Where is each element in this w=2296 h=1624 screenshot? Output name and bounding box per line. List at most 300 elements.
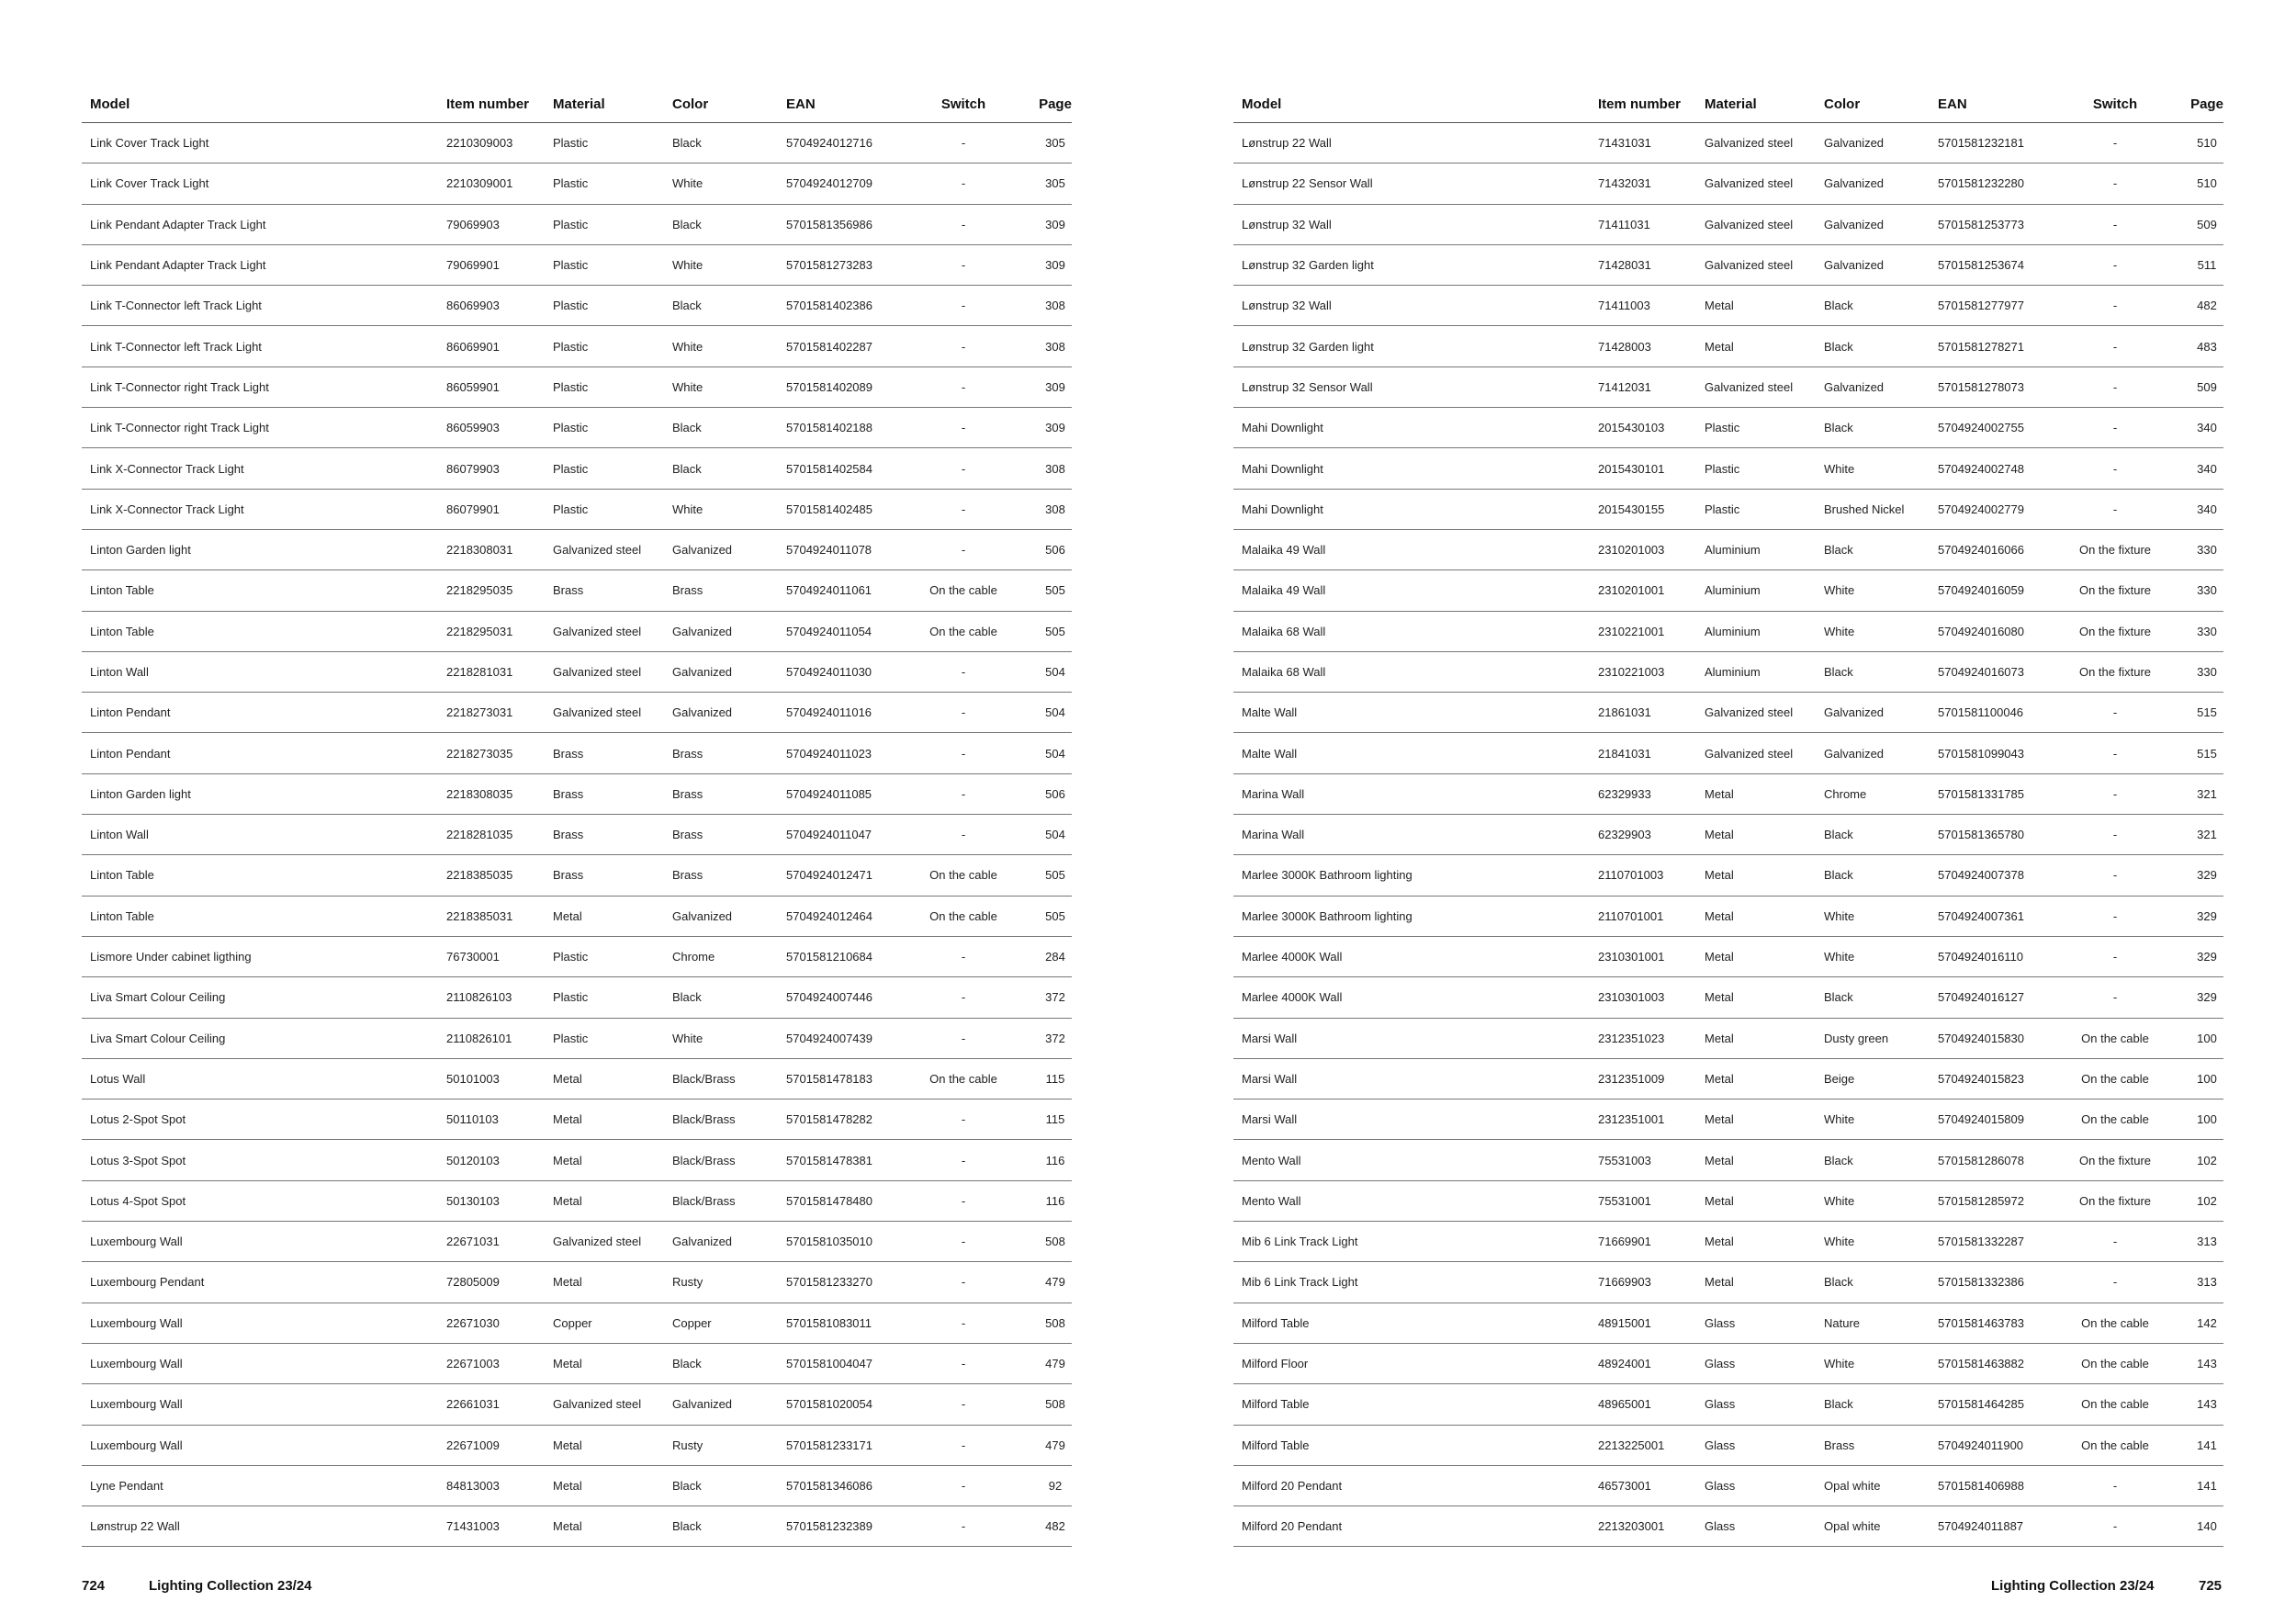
cell-switch: - bbox=[961, 1397, 966, 1412]
cell-ean: 5701581402188 bbox=[786, 421, 872, 435]
cell-switch: - bbox=[2112, 258, 2118, 273]
cell-material: Aluminium bbox=[1705, 624, 1761, 638]
cell-material: Brass bbox=[553, 746, 584, 761]
cell-material: Plastic bbox=[553, 421, 589, 435]
cell-item-number: 48924001 bbox=[1598, 1357, 1651, 1371]
cell-switch: On the cable bbox=[929, 908, 997, 923]
cell-ean: 5704924011078 bbox=[786, 543, 872, 558]
cell-material: Galvanized steel bbox=[1705, 705, 1794, 720]
cell-material: Copper bbox=[553, 1315, 592, 1330]
cell-ean: 5704924016073 bbox=[1938, 665, 2024, 679]
cell-item-number: 2110826103 bbox=[446, 990, 512, 1005]
table-row bbox=[1233, 570, 2223, 611]
cell-page: 330 bbox=[2197, 665, 2217, 679]
cell-model: Luxembourg Wall bbox=[90, 1357, 183, 1371]
table-row bbox=[1233, 1384, 2223, 1425]
cell-material: Galvanized steel bbox=[553, 624, 642, 638]
table-row bbox=[1233, 693, 2223, 733]
table-row bbox=[82, 774, 1072, 815]
cell-model: Mahi Downlight bbox=[1242, 461, 1323, 476]
cell-ean: 5704924016059 bbox=[1938, 583, 2024, 598]
table-row bbox=[82, 652, 1072, 693]
table-row bbox=[82, 855, 1072, 896]
cell-color: Rusty bbox=[672, 1438, 703, 1452]
cell-switch: - bbox=[961, 1315, 966, 1330]
cell-ean: 5704924016110 bbox=[1938, 950, 2024, 964]
table-row bbox=[82, 1506, 1072, 1547]
cell-item-number: 2312351001 bbox=[1598, 1112, 1665, 1127]
cell-color: Black bbox=[1824, 299, 1853, 313]
cell-model: Milford Table bbox=[1242, 1315, 1310, 1330]
cell-color: Black bbox=[1824, 990, 1853, 1005]
cell-material: Metal bbox=[553, 1071, 582, 1086]
cell-item-number: 86079901 bbox=[446, 502, 500, 516]
cell-page: 329 bbox=[2197, 950, 2217, 964]
cell-ean: 5704924011023 bbox=[786, 746, 872, 761]
cell-page: 143 bbox=[2197, 1357, 2217, 1371]
cell-item-number: 48965001 bbox=[1598, 1397, 1651, 1412]
cell-color: Dusty green bbox=[1824, 1031, 1889, 1045]
cell-ean: 5701581402287 bbox=[786, 339, 872, 354]
cell-switch: - bbox=[961, 1519, 966, 1534]
cell-model: Linton Wall bbox=[90, 828, 149, 842]
table-row bbox=[82, 1140, 1072, 1180]
cell-material: Metal bbox=[1705, 1112, 1734, 1127]
cell-switch: - bbox=[2112, 828, 2118, 842]
cell-model: Marsi Wall bbox=[1242, 1031, 1298, 1045]
cell-page: 506 bbox=[1045, 786, 1065, 801]
table-row bbox=[1233, 1344, 2223, 1384]
cell-ean: 5704924012716 bbox=[786, 136, 872, 151]
cell-ean: 5701581402386 bbox=[786, 299, 872, 313]
cell-page: 330 bbox=[2197, 543, 2217, 558]
cell-page: 508 bbox=[1045, 1397, 1065, 1412]
table-row bbox=[1233, 1466, 2223, 1506]
cell-color: Brushed Nickel bbox=[1824, 502, 1905, 516]
cell-color: Galvanized bbox=[1824, 705, 1885, 720]
table-row bbox=[82, 1303, 1072, 1344]
right-page bbox=[1148, 0, 2296, 1624]
cell-color: Galvanized bbox=[1824, 217, 1885, 231]
cell-model: Linton Table bbox=[90, 908, 154, 923]
header-model: Model bbox=[90, 96, 130, 112]
cell-page: 309 bbox=[1045, 421, 1065, 435]
table-row bbox=[82, 367, 1072, 408]
cell-material: Metal bbox=[1705, 1153, 1734, 1167]
cell-item-number: 50130103 bbox=[446, 1193, 500, 1208]
cell-item-number: 62329903 bbox=[1598, 828, 1651, 842]
cell-page: 505 bbox=[1045, 624, 1065, 638]
cell-color: Black bbox=[1824, 421, 1853, 435]
cell-model: Mento Wall bbox=[1242, 1193, 1301, 1208]
table-row bbox=[1233, 897, 2223, 937]
cell-item-number: 71411031 bbox=[1598, 217, 1650, 231]
cell-model: Marlee 4000K Wall bbox=[1242, 950, 1343, 964]
cell-switch: On the cable bbox=[2081, 1397, 2149, 1412]
table-row bbox=[82, 205, 1072, 245]
cell-material: Metal bbox=[1705, 299, 1734, 313]
cell-page: 115 bbox=[1045, 1112, 1065, 1127]
cell-switch: - bbox=[961, 379, 966, 394]
cell-material: Brass bbox=[553, 786, 584, 801]
cell-switch: - bbox=[961, 136, 966, 151]
table-row bbox=[1233, 490, 2223, 530]
cell-model: Link Cover Track Light bbox=[90, 176, 209, 191]
table-row bbox=[1233, 164, 2223, 204]
cell-material: Galvanized steel bbox=[1705, 217, 1794, 231]
cell-model: Mento Wall bbox=[1242, 1153, 1301, 1167]
cell-ean: 5701581463783 bbox=[1938, 1315, 2024, 1330]
cell-ean: 5701581478282 bbox=[786, 1112, 872, 1127]
table-row bbox=[1233, 448, 2223, 489]
table-row bbox=[82, 1426, 1072, 1466]
cell-ean: 5701581232181 bbox=[1938, 136, 2024, 151]
cell-color: Black bbox=[1824, 1275, 1853, 1290]
cell-ean: 5701581210684 bbox=[786, 950, 872, 964]
cell-item-number: 22661031 bbox=[446, 1397, 500, 1412]
cell-item-number: 2110826101 bbox=[446, 1031, 512, 1045]
cell-page: 509 bbox=[2197, 217, 2217, 231]
cell-switch: On the cable bbox=[929, 624, 997, 638]
cell-color: Galvanized bbox=[672, 543, 733, 558]
cell-material: Plastic bbox=[553, 502, 589, 516]
table-row bbox=[1233, 937, 2223, 977]
table-row bbox=[1233, 855, 2223, 896]
cell-item-number: 2015430103 bbox=[1598, 421, 1665, 435]
cell-item-number: 2015430101 bbox=[1598, 461, 1665, 476]
cell-color: Black bbox=[672, 1357, 702, 1371]
cell-ean: 5701581464285 bbox=[1938, 1397, 2024, 1412]
cell-color: Black bbox=[672, 461, 702, 476]
cell-color: Nature bbox=[1824, 1315, 1861, 1330]
cell-item-number: 75531001 bbox=[1598, 1193, 1651, 1208]
cell-page: 505 bbox=[1045, 908, 1065, 923]
cell-ean: 5701581278271 bbox=[1938, 339, 2024, 354]
cell-item-number: 22671030 bbox=[446, 1315, 500, 1330]
cell-item-number: 2310221003 bbox=[1598, 665, 1665, 679]
cell-color: White bbox=[1824, 583, 1855, 598]
header-switch: Switch bbox=[2092, 96, 2138, 112]
cell-switch: On the fixture bbox=[2078, 1193, 2152, 1208]
cell-switch: On the cable bbox=[2081, 1112, 2149, 1127]
cell-material: Brass bbox=[553, 868, 584, 883]
table-row bbox=[82, 448, 1072, 489]
cell-model: Marina Wall bbox=[1242, 828, 1305, 842]
cell-page: 372 bbox=[1045, 1031, 1065, 1045]
cell-item-number: 86069903 bbox=[446, 299, 500, 313]
cell-model: Marlee 3000K Bathroom lighting bbox=[1242, 868, 1412, 883]
cell-item-number: 86059901 bbox=[446, 379, 500, 394]
cell-page: 510 bbox=[2197, 136, 2217, 151]
cell-switch: - bbox=[961, 828, 966, 842]
cell-color: White bbox=[672, 258, 703, 273]
table-row bbox=[82, 570, 1072, 611]
cell-color: White bbox=[672, 1031, 703, 1045]
cell-color: Black bbox=[672, 1519, 702, 1534]
cell-switch: - bbox=[961, 217, 966, 231]
table-row bbox=[1233, 1181, 2223, 1222]
cell-color: Galvanized bbox=[672, 1235, 733, 1249]
cell-model: Linton Table bbox=[90, 868, 154, 883]
cell-ean: 5701581402584 bbox=[786, 461, 872, 476]
cell-item-number: 75531003 bbox=[1598, 1153, 1651, 1167]
cell-material: Metal bbox=[1705, 1071, 1734, 1086]
cell-page: 483 bbox=[2197, 339, 2217, 354]
table-row bbox=[1233, 123, 2223, 164]
cell-material: Metal bbox=[1705, 1193, 1734, 1208]
cell-material: Galvanized steel bbox=[553, 1397, 642, 1412]
table-row bbox=[1233, 530, 2223, 570]
cell-model: Malte Wall bbox=[1242, 746, 1298, 761]
table-row bbox=[1233, 367, 2223, 408]
cell-ean: 5701581478183 bbox=[786, 1071, 872, 1086]
table-row bbox=[82, 693, 1072, 733]
cell-page: 305 bbox=[1045, 176, 1065, 191]
cell-page: 100 bbox=[2197, 1031, 2217, 1045]
cell-color: Galvanized bbox=[672, 1397, 733, 1412]
cell-switch: On the fixture bbox=[2078, 543, 2152, 558]
cell-page: 515 bbox=[2197, 746, 2217, 761]
cell-ean: 5704924002748 bbox=[1938, 461, 2024, 476]
cell-item-number: 2310301001 bbox=[1598, 950, 1665, 964]
cell-ean: 5701581278073 bbox=[1938, 379, 2024, 394]
cell-page: 116 bbox=[1045, 1153, 1065, 1167]
cell-color: Brass bbox=[672, 868, 703, 883]
cell-ean: 5704924011016 bbox=[786, 705, 872, 720]
cell-item-number: 50120103 bbox=[446, 1153, 500, 1167]
cell-color: Black bbox=[672, 421, 702, 435]
cell-switch: - bbox=[2112, 705, 2118, 720]
cell-ean: 5701581100046 bbox=[1938, 705, 2024, 720]
cell-color: Brass bbox=[672, 583, 703, 598]
cell-material: Glass bbox=[1705, 1357, 1736, 1371]
cell-ean: 5704924016066 bbox=[1938, 543, 2024, 558]
cell-ean: 5701581253674 bbox=[1938, 258, 2024, 273]
cell-model: Link Pendant Adapter Track Light bbox=[90, 217, 266, 231]
cell-item-number: 71669903 bbox=[1598, 1275, 1651, 1290]
cell-ean: 5701581478381 bbox=[786, 1153, 872, 1167]
cell-model: Lotus 2-Spot Spot bbox=[90, 1112, 186, 1127]
cell-ean: 5701581463882 bbox=[1938, 1357, 2024, 1371]
cell-item-number: 86079903 bbox=[446, 461, 500, 476]
cell-ean: 5704924002755 bbox=[1938, 421, 2024, 435]
cell-item-number: 2110701003 bbox=[1598, 868, 1664, 883]
header-ean: EAN bbox=[786, 96, 816, 112]
cell-model: Linton Garden light bbox=[90, 786, 191, 801]
cell-page: 504 bbox=[1045, 665, 1065, 679]
cell-material: Metal bbox=[553, 1519, 582, 1534]
cell-switch: - bbox=[2112, 136, 2118, 151]
cell-ean: 5704924007446 bbox=[786, 990, 872, 1005]
cell-material: Galvanized steel bbox=[1705, 136, 1794, 151]
cell-material: Plastic bbox=[553, 299, 589, 313]
cell-ean: 5704924015809 bbox=[1938, 1112, 2024, 1127]
table-row bbox=[82, 937, 1072, 977]
cell-ean: 5704924011085 bbox=[786, 786, 872, 801]
cell-ean: 5704924015830 bbox=[1938, 1031, 2024, 1045]
cell-item-number: 2310201003 bbox=[1598, 543, 1665, 558]
cell-color: Galvanized bbox=[672, 908, 733, 923]
cell-material: Plastic bbox=[1705, 461, 1740, 476]
cell-page: 309 bbox=[1045, 379, 1065, 394]
cell-ean: 5701581356986 bbox=[786, 217, 872, 231]
cell-switch: - bbox=[2112, 1478, 2118, 1493]
table-row bbox=[82, 123, 1072, 164]
cell-color: Black bbox=[672, 136, 702, 151]
cell-model: Milford 20 Pendant bbox=[1242, 1478, 1343, 1493]
cell-ean: 5701581402485 bbox=[786, 502, 872, 516]
cell-color: Opal white bbox=[1824, 1478, 1881, 1493]
cell-color: Galvanized bbox=[1824, 746, 1885, 761]
cell-material: Plastic bbox=[553, 217, 589, 231]
cell-switch: On the cable bbox=[2081, 1438, 2149, 1452]
cell-ean: 5704924012464 bbox=[786, 908, 872, 923]
page-number: 724 bbox=[82, 1578, 106, 1594]
table-row bbox=[82, 1344, 1072, 1384]
cell-item-number: 71432031 bbox=[1598, 176, 1651, 191]
cell-switch: - bbox=[2112, 299, 2118, 313]
cell-page: 102 bbox=[2197, 1153, 2217, 1167]
header-model: Model bbox=[1242, 96, 1282, 112]
cell-switch: - bbox=[961, 1235, 966, 1249]
cell-model: Lotus 4-Spot Spot bbox=[90, 1193, 186, 1208]
cell-item-number: 79069901 bbox=[446, 258, 500, 273]
cell-ean: 5701581406988 bbox=[1938, 1478, 2024, 1493]
cell-color: Chrome bbox=[672, 950, 715, 964]
header-color: Color bbox=[1824, 96, 1861, 112]
cell-color: White bbox=[672, 176, 703, 191]
cell-model: Luxembourg Pendant bbox=[90, 1275, 205, 1290]
product-table-right bbox=[1233, 86, 2223, 1547]
cell-color: White bbox=[1824, 908, 1855, 923]
cell-ean: 5701581331785 bbox=[1938, 786, 2024, 801]
table-row bbox=[82, 1019, 1072, 1059]
cell-color: Galvanized bbox=[1824, 136, 1885, 151]
cell-switch: On the cable bbox=[2081, 1071, 2149, 1086]
cell-color: Galvanized bbox=[1824, 258, 1885, 273]
cell-material: Brass bbox=[553, 828, 584, 842]
cell-page: 313 bbox=[2197, 1235, 2217, 1249]
cell-item-number: 2218308031 bbox=[446, 543, 513, 558]
cell-item-number: 2110701001 bbox=[1598, 908, 1664, 923]
cell-model: Marina Wall bbox=[1242, 786, 1305, 801]
cell-page: 340 bbox=[2197, 421, 2217, 435]
cell-ean: 5701581346086 bbox=[786, 1478, 872, 1493]
cell-switch: On the cable bbox=[929, 583, 997, 598]
cell-color: White bbox=[1824, 461, 1855, 476]
cell-material: Metal bbox=[553, 1112, 582, 1127]
cell-model: Milford Table bbox=[1242, 1438, 1310, 1452]
cell-model: Marlee 3000K Bathroom lighting bbox=[1242, 908, 1412, 923]
cell-material: Metal bbox=[1705, 339, 1734, 354]
cell-switch: On the fixture bbox=[2078, 583, 2152, 598]
table-row bbox=[1233, 326, 2223, 367]
cell-switch: - bbox=[961, 339, 966, 354]
cell-color: Brass bbox=[1824, 1438, 1855, 1452]
cell-material: Plastic bbox=[553, 379, 589, 394]
cell-model: Lønstrup 32 Wall bbox=[1242, 299, 1332, 313]
cell-ean: 5701581083011 bbox=[786, 1315, 872, 1330]
cell-page: 329 bbox=[2197, 868, 2217, 883]
cell-color: Black bbox=[672, 299, 702, 313]
cell-ean: 5701581020054 bbox=[786, 1397, 872, 1412]
cell-switch: On the fixture bbox=[2078, 665, 2152, 679]
header-material: Material bbox=[1705, 96, 1757, 112]
cell-ean: 5701581232280 bbox=[1938, 176, 2024, 191]
table-row bbox=[82, 245, 1072, 286]
table-header bbox=[1233, 86, 2223, 123]
cell-model: Linton Pendant bbox=[90, 705, 171, 720]
cell-model: Link X-Connector Track Light bbox=[90, 502, 244, 516]
cell-model: Lønstrup 32 Garden light bbox=[1242, 339, 1374, 354]
cell-model: Liva Smart Colour Ceiling bbox=[90, 1031, 226, 1045]
cell-model: Lønstrup 22 Sensor Wall bbox=[1242, 176, 1373, 191]
cell-color: White bbox=[1824, 1357, 1855, 1371]
cell-switch: - bbox=[2112, 990, 2118, 1005]
cell-color: Rusty bbox=[672, 1275, 703, 1290]
cell-page: 92 bbox=[1048, 1478, 1063, 1493]
cell-switch: On the fixture bbox=[2078, 1153, 2152, 1167]
cell-switch: - bbox=[2112, 746, 2118, 761]
cell-model: Liva Smart Colour Ceiling bbox=[90, 990, 226, 1005]
table-row bbox=[1233, 1303, 2223, 1344]
cell-ean: 5704924012709 bbox=[786, 176, 872, 191]
cell-item-number: 86059903 bbox=[446, 421, 500, 435]
cell-ean: 5701581233171 bbox=[786, 1438, 872, 1452]
cell-switch: - bbox=[961, 1478, 966, 1493]
cell-switch: - bbox=[961, 461, 966, 476]
cell-ean: 5701581099043 bbox=[1938, 746, 2024, 761]
cell-color: Black bbox=[1824, 543, 1853, 558]
cell-material: Plastic bbox=[553, 950, 589, 964]
cell-color: Black/Brass bbox=[672, 1193, 736, 1208]
cell-color: Copper bbox=[672, 1315, 712, 1330]
cell-color: White bbox=[672, 339, 703, 354]
cell-switch: - bbox=[961, 502, 966, 516]
cell-item-number: 2218281035 bbox=[446, 828, 513, 842]
table-row bbox=[1233, 774, 2223, 815]
cell-material: Galvanized steel bbox=[553, 665, 642, 679]
footer-title: Lighting Collection 23/24 bbox=[1991, 1578, 2155, 1594]
table-row bbox=[1233, 733, 2223, 773]
cell-item-number: 2210309003 bbox=[446, 136, 513, 151]
cell-material: Plastic bbox=[1705, 421, 1740, 435]
cell-model: Lønstrup 32 Sensor Wall bbox=[1242, 379, 1373, 394]
cell-material: Metal bbox=[1705, 786, 1734, 801]
cell-page: 305 bbox=[1045, 136, 1065, 151]
cell-model: Lismore Under cabinet ligthing bbox=[90, 950, 252, 964]
cell-ean: 5704924011054 bbox=[786, 624, 872, 638]
cell-switch: On the cable bbox=[2081, 1315, 2149, 1330]
cell-page: 329 bbox=[2197, 908, 2217, 923]
cell-page: 284 bbox=[1045, 950, 1065, 964]
cell-switch: - bbox=[961, 1153, 966, 1167]
cell-material: Metal bbox=[553, 1357, 582, 1371]
table-header bbox=[82, 86, 1072, 123]
cell-color: Brass bbox=[672, 746, 703, 761]
cell-page: 330 bbox=[2197, 624, 2217, 638]
cell-color: White bbox=[1824, 1235, 1855, 1249]
cell-item-number: 46573001 bbox=[1598, 1478, 1651, 1493]
cell-model: Marsi Wall bbox=[1242, 1112, 1298, 1127]
cell-switch: - bbox=[961, 1112, 966, 1127]
cell-ean: 5701581332386 bbox=[1938, 1275, 2024, 1290]
cell-page: 504 bbox=[1045, 705, 1065, 720]
cell-material: Galvanized steel bbox=[1705, 746, 1794, 761]
cell-material: Galvanized steel bbox=[553, 1235, 642, 1249]
cell-ean: 5704924002779 bbox=[1938, 502, 2024, 516]
cell-switch: On the cable bbox=[929, 868, 997, 883]
